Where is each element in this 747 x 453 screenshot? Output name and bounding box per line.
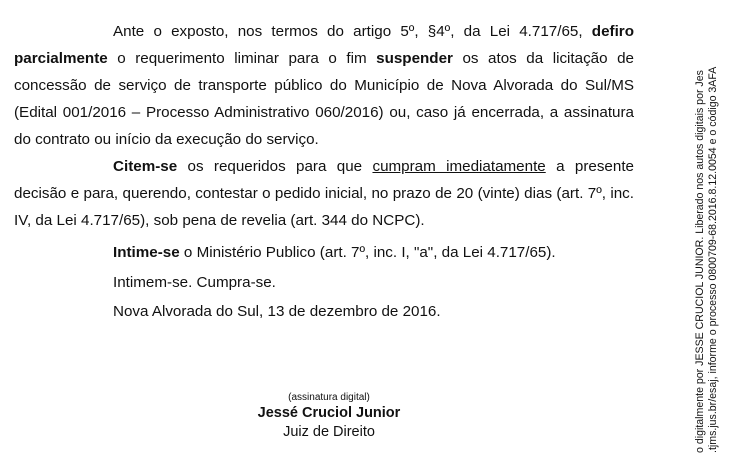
document-page — [14, 0, 634, 453]
intimation-bold: Intime-se — [113, 244, 180, 261]
side-stamp-line-1: o digitalmente por JESSE CRUCIOL JUNIOR. Liberado nos autos digitais por Jes — [694, 70, 706, 453]
decision-bold-defiro: defiro parcialmente — [14, 23, 634, 67]
paragraph-order: Intimem-se. Cumpra-se. — [113, 274, 276, 291]
side-authentication-stamp — [694, 0, 747, 453]
signature-note: (assinatura digital) — [288, 392, 370, 403]
intimation-text: o Ministério Publico (art. 7º, inc. I, "a", da Lei 4.717/65). — [179, 244, 556, 261]
signature-role: Juiz de Direito — [283, 424, 375, 440]
decision-text-intro: Ante o exposto, nos termos do artigo 5º, §4º, da Lei 4.717/65, — [113, 23, 592, 40]
decision-text-middle: o requerimento liminar para o fim — [107, 50, 377, 67]
citation-underline: cumpram imediatamente — [372, 158, 546, 175]
paragraph-intimation — [113, 239, 634, 266]
paragraph-place-date: Nova Alvorada do Sul, 13 de dezembro de 2016. — [113, 303, 441, 320]
decision-bold-suspender: suspender — [376, 50, 453, 67]
citation-text-rest: a presente decisão e para, querendo, contestar o pedido inicial, no prazo de 20 (vinte) dias (art. 7º, inc. IV, da Lei 4.717/65), sob pena de revelia (art. 344 do NCPC). — [14, 158, 634, 229]
citation-text-middle: os requeridos para que — [177, 158, 373, 175]
paragraph-citation — [14, 153, 634, 234]
citation-bold-citem: Citem-se — [113, 158, 178, 175]
side-stamp-line-2: .tjms.jus.br/esaj, informe o processo 0800709-68.2016.8.12.0054 e o código 3AFA — [706, 66, 719, 453]
paragraph-decision — [14, 18, 634, 153]
signature-name: Jessé Cruciol Junior — [257, 405, 401, 421]
decision-text-rest: os atos da licitação de concessão de serviço de transporte público do Município de Nova Alvorada do Sul/MS (Edital 001/2016 – Processo Administrativo 060/2016) ou, caso já encerrada, a assinatura do contrato ou início da execução do serviço. — [14, 50, 634, 148]
